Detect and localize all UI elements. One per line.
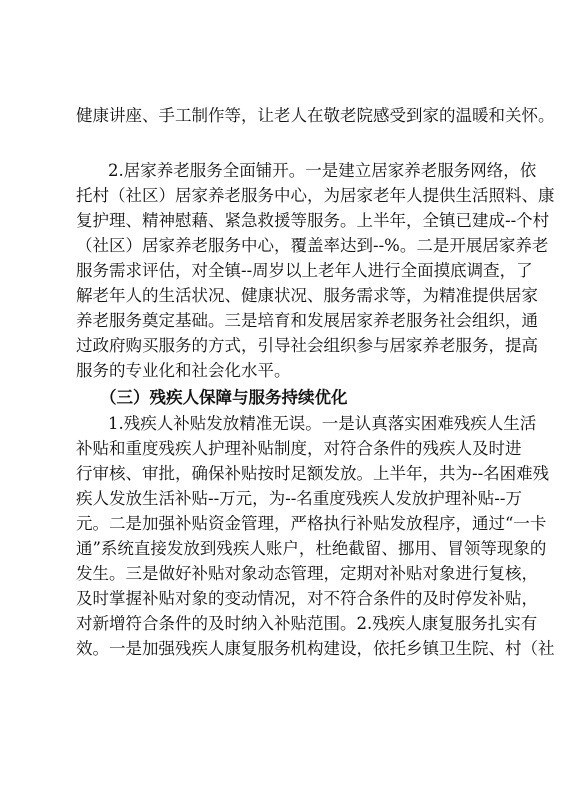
text-line: 服务需求评估，对全镇--周岁以上老年人进行全面摸底调查，了	[76, 261, 533, 280]
text-line: （社区）居家养老服务中心，覆盖率达到--%。二是开展居家养老	[76, 236, 549, 255]
text-line: 效。一是加强残疾人康复服务机构建设，依托乡镇卫生院、村（社	[76, 639, 555, 658]
text-line: 1.残疾人补贴发放精准无误。一是认真落实困难残疾人生活	[108, 414, 537, 433]
text-line: 复护理、精神慰藉、紧急救援等服务。上半年，全镇已建成--个村	[76, 211, 550, 230]
text-line: 解老年人的生活状况、健康状况、服务需求等，为精准提供居家	[76, 286, 538, 305]
text-line: 2.居家养老服务全面铺开。一是建立居家养老服务网络，依	[108, 161, 537, 180]
text-line: 补贴和重度残疾人护理补贴制度，对符合条件的残疾人及时进	[76, 439, 522, 458]
text-line: 过政府购买服务的方式，引导社会组织参与居家养老服务，提高	[76, 336, 538, 355]
text-line: 养老服务奠定基础。三是培育和发展居家养老服务社会组织，通	[76, 311, 538, 330]
text-line: 发生。三是做好补贴对象动态管理，定期对补贴对象进行复核，	[76, 564, 538, 583]
text-line: 服务的专业化和社会化水平。	[76, 361, 291, 380]
text-line: 元。二是加强补贴资金管理，严格执行补贴发放程序，通过“一卡	[76, 514, 547, 533]
text-line: 对新增符合条件的及时纳入补贴范围。2.残疾人康复服务扎实有	[76, 614, 538, 633]
section-heading: （三）残疾人保障与服务持续优化	[100, 388, 348, 407]
text-line: 健康讲座、手工制作等，让老人在敬老院感受到家的温暖和关怀。	[76, 106, 555, 125]
text-line: 托村（社区）居家养老服务中心，为居家老年人提供生活照料、康	[76, 186, 555, 205]
text-line: 通”系统直接发放到残疾人账户，杜绝截留、挪用、冒领等现象的	[76, 539, 547, 558]
text-line: 及时掌握补贴对象的变动情况，对不符合条件的及时停发补贴，	[76, 589, 538, 608]
text-line: 行审核、审批，确保补贴按时足额发放。上半年，共为--名困难残	[76, 464, 550, 483]
text-line: 疾人发放生活补贴--万元，为--名重度残疾人发放护理补贴--万	[76, 489, 522, 508]
